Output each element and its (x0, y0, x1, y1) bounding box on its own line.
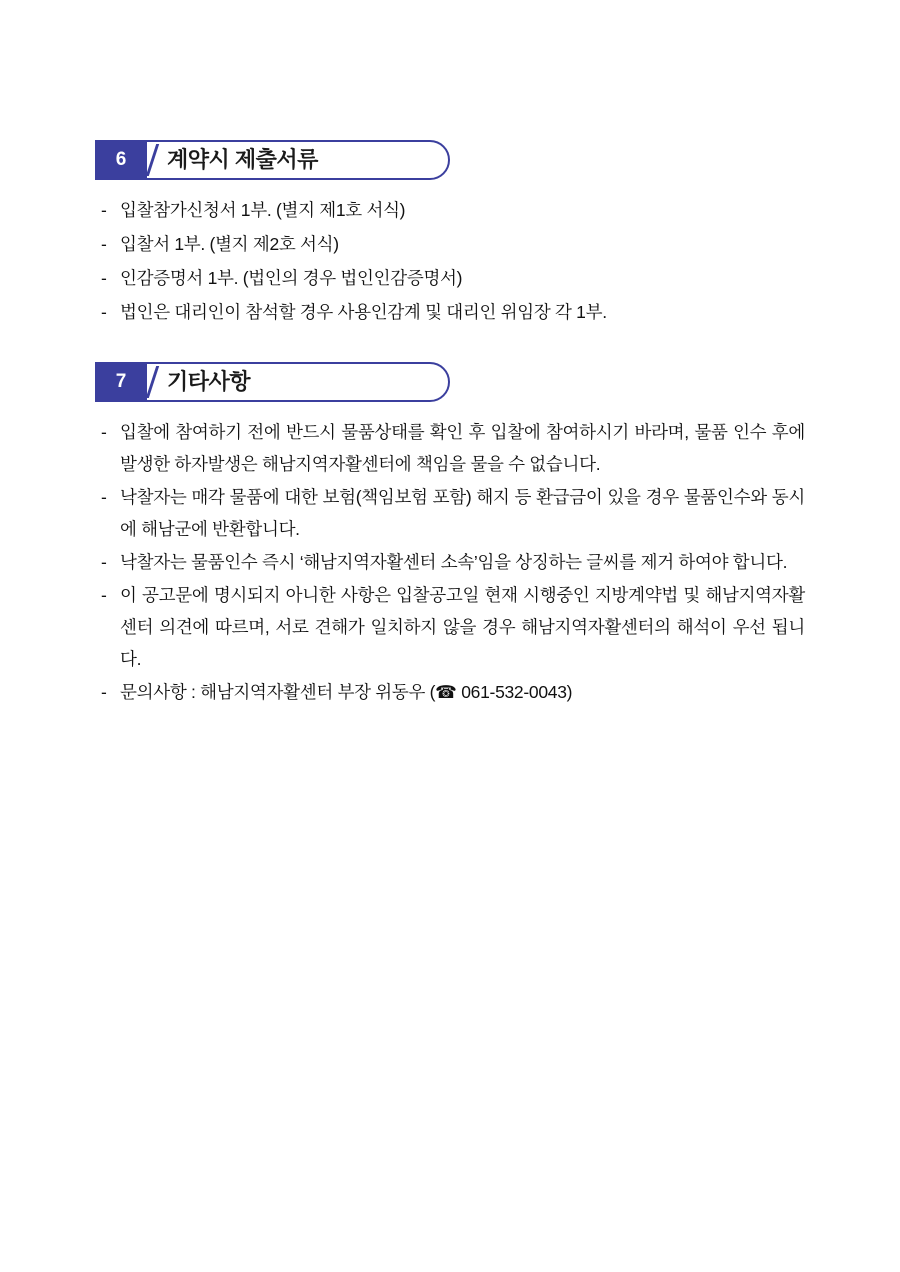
list-item-text: 낙찰자는 매각 물품에 대한 보험(책임보험 포함) 해지 등 환급금이 있을 경우 물품인수와 동시에 해남군에 반환합니다. (120, 487, 805, 539)
section-other-matters (95, 362, 805, 708)
section-title-6: 계약시 제출서류 (167, 147, 318, 172)
section-heading-6 (95, 140, 450, 180)
list-item-text: 낙찰자는 물품인수 즉시 ‘해남지역자활센터 소속’임을 상징하는 글씨를 제거 하여야 합니다. (120, 552, 788, 572)
dash-marker: - (101, 268, 107, 288)
dash-marker: - (101, 585, 107, 605)
list-item (95, 228, 805, 260)
list-item-text: 입찰참가신청서 1부. (별지 제1호 서식) (120, 200, 406, 220)
list-item (95, 546, 805, 578)
dash-marker: - (101, 200, 107, 220)
list-item (95, 262, 805, 294)
list-item-contact (95, 676, 805, 708)
dash-marker: - (101, 302, 107, 322)
section-number-7: 7 (95, 362, 147, 402)
list-item-text: 입찰서 1부. (별지 제2호 서식) (120, 234, 339, 254)
list-item-text: 법인은 대리인이 참석할 경우 사용인감계 및 대리인 위임장 각 1부. (120, 302, 607, 322)
section-contract-documents (95, 140, 805, 328)
list-item-text: 입찰에 참여하기 전에 반드시 물품상태를 확인 후 입찰에 참여하시기 바라며, 물품 인수 후에 발생한 하자발생은 해남지역자활센터에 책임을 물을 수 없습니다. (120, 422, 805, 474)
section-heading-7 (95, 362, 450, 402)
section-title-7: 기타사항 (167, 369, 251, 394)
list-item (95, 481, 805, 545)
list-item-text: 이 공고문에 명시되지 아니한 사항은 입찰공고일 현재 시행중인 지방계약법 및 해남지역자활센터 의견에 따르며, 서로 견해가 일치하지 않을 경우 해남지역자활센터의 해석이 우선 됩니다. (120, 585, 805, 669)
dash-marker: - (101, 552, 107, 572)
section-7-item-list (95, 416, 805, 708)
dash-marker: - (101, 422, 107, 442)
section-number-6: 6 (95, 140, 147, 180)
list-item (95, 416, 805, 480)
dash-marker: - (101, 234, 107, 254)
list-item-text: 인감증명서 1부. (법인의 경우 법인인감증명서) (120, 268, 463, 288)
dash-marker: - (101, 682, 107, 702)
contact-text: 문의사항 : 해남지역자활센터 부장 위동우 (☎ 061-532-0043) (120, 682, 573, 702)
dash-marker: - (101, 487, 107, 507)
list-item (95, 296, 805, 328)
section-6-item-list (95, 194, 805, 328)
list-item (95, 194, 805, 226)
list-item (95, 579, 805, 675)
